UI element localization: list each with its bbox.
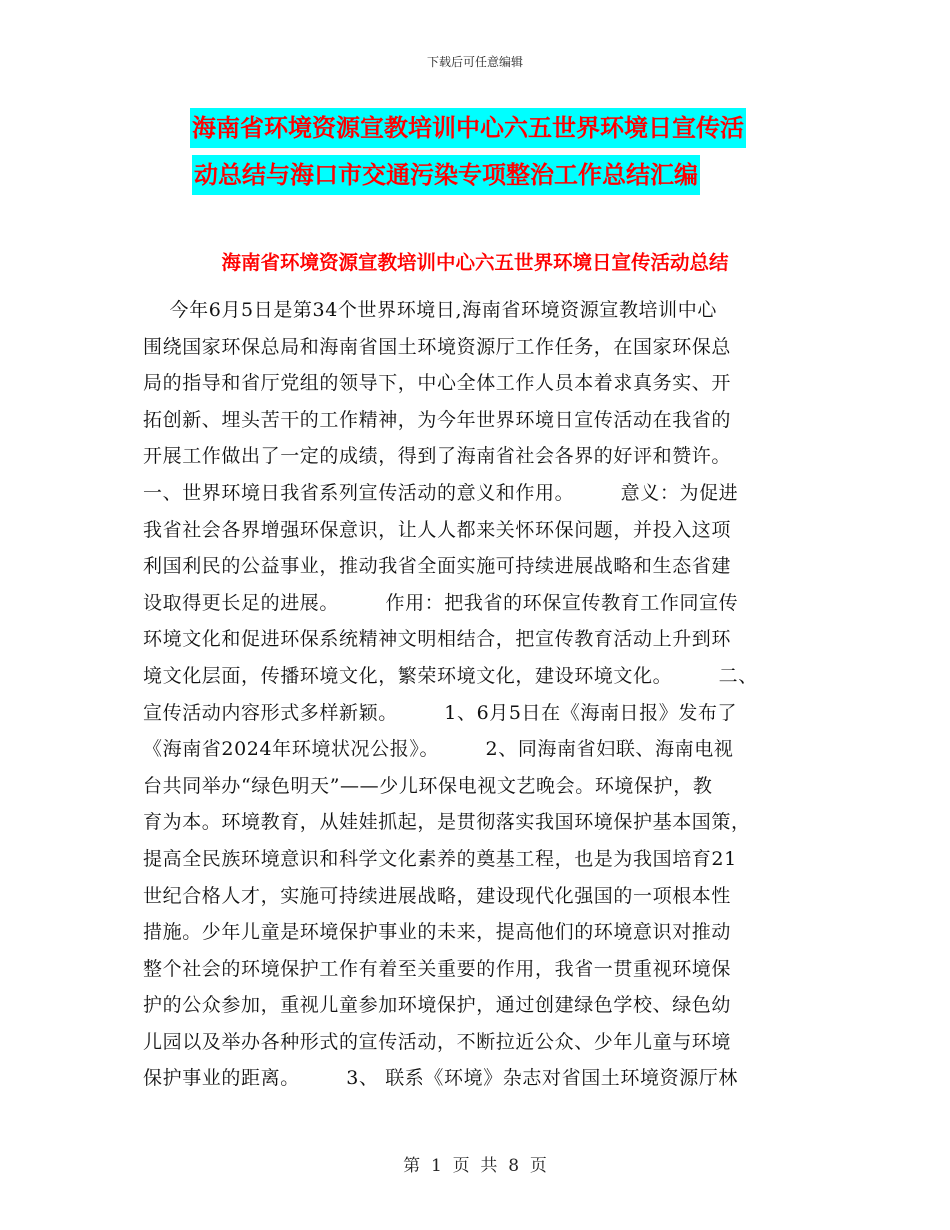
body-text-line: 宣传活动内容形式多样新颖。 1、6月5日在《海南日报》发布了 [143, 701, 738, 724]
body-text-line: 一、世界环境日我省系列宣传活动的意义和作用。 意义：为促进 [143, 481, 739, 504]
body-text-line: 环境文化和促进环保系统精神文明相结合，把宣传教育活动上升到环 [143, 628, 732, 651]
body-text-line: 提高全民族环境意识和科学文化素养的奠基工程，也是为我国培育21 [143, 847, 737, 870]
body-text-line: 整个社会的环境保护工作有着至关重要的作用，我省一贯重视环境保 [143, 957, 732, 980]
body-text-line: 设取得更长足的进展。 作用：把我省的环保宣传教育工作同宣传 [143, 591, 739, 614]
body-paragraph [143, 292, 823, 1097]
body-text-line: 世纪合格人才，实施可持续进展战略，建设现代化强国的一项根本性 [143, 884, 732, 907]
document-title [190, 106, 830, 200]
body-text-line: 育为本。环境教育，从娃娃抓起，是贯彻落实我国环境保护基本国策， [143, 811, 751, 834]
body-text-line: 利国利民的公益事业，推动我省全面实施可持续进展战略和生态省建 [143, 555, 732, 578]
body-text-line: 台共同举办“绿色明天”——少儿环保电视文艺晚会。环境保护，教 [143, 774, 713, 797]
page-header-note: 下载后可任意编辑 [426, 55, 523, 69]
body-text-line: 保护事业的距离。 3、 联系《环境》杂志对省国土环境资源厅林 [143, 1067, 739, 1090]
document-title-line-1: 海南省环境资源宣教培训中心六五世界环境日宣传活 [190, 108, 746, 148]
page-number-footer: 第 1 页 共 8 页 [403, 1156, 547, 1176]
section-title: 海南省环境资源宣教培训中心六五世界环境日宣传活动总结 [221, 251, 729, 274]
document-title-line-2: 动总结与海口市交通污染专项整治工作总结汇编 [192, 155, 700, 195]
body-text-line: 儿园以及举办各种形式的宣传活动，不断拉近公众、少年儿童与环境 [143, 1030, 732, 1053]
body-text-line: 《海南省2024年环境状况公报》。 2、同海南省妇联、海南电视 [143, 738, 734, 761]
body-text-line: 围绕国家环保总局和海南省国土环境资源厅工作任务，在国家环保总 [143, 335, 732, 358]
body-text-line: 护的公众参加，重视儿童参加环境保护，通过创建绿色学校、绿色幼 [143, 994, 732, 1017]
body-text-line: 措施。少年儿童是环境保护事业的未来，提高他们的环境意识对推动 [143, 921, 732, 944]
body-text-line: 我省社会各界增强环保意识，让人人都来关怀环保问题，并投入这项 [143, 518, 732, 541]
body-text-line: 今年6月5日是第34个世界环境日,海南省环境资源宣教培训中心 [143, 299, 717, 321]
body-text-line: 境文化层面，传播环境文化，繁荣环境文化，建设环境文化。 二、 [143, 664, 758, 687]
body-text-line: 局的指导和省厅党组的领导下，中心全体工作人员本着求真务实、开 [143, 372, 732, 395]
body-text-line: 拓创新、埋头苦干的工作精神，为今年世界环境日宣传活动在我省的 [143, 408, 732, 431]
body-text-line: 开展工作做出了一定的成绩，得到了海南省社会各界的好评和赞许。 [143, 445, 732, 468]
